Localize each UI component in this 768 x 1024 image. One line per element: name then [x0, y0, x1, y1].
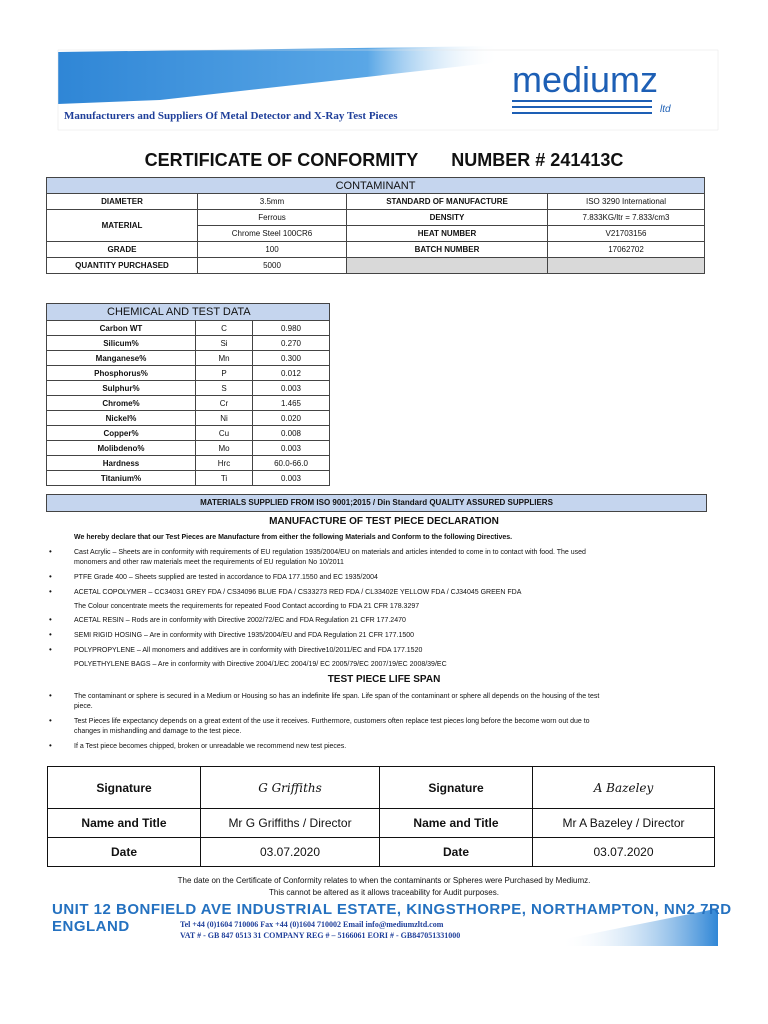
- element-name: Manganese%: [47, 351, 196, 366]
- logo-ltd: ltd: [660, 104, 671, 115]
- chemical-row: [47, 336, 330, 351]
- element-value: 0.270: [253, 336, 330, 351]
- element-symbol: Cr: [196, 396, 253, 411]
- element-value: 0.980: [253, 321, 330, 336]
- chemical-row: [47, 396, 330, 411]
- material-value-2: Chrome Steel 100CR6: [198, 226, 347, 242]
- bullet-icon: •: [49, 716, 52, 725]
- element-name: Sulphur%: [47, 381, 196, 396]
- grade-label: GRADE: [47, 242, 198, 258]
- date-label-2: Date: [380, 838, 533, 867]
- contaminant-table: [46, 177, 705, 274]
- chemical-row: [47, 351, 330, 366]
- decl-bullet-ptfe: PTFE Grade 400 – Sheets supplied are tested in accordance to FDA 177.1550 and EC 1935/2004: [74, 574, 378, 581]
- element-symbol: Mn: [196, 351, 253, 366]
- element-name: Titanium%: [47, 471, 196, 486]
- logo-lines: [512, 98, 662, 120]
- contact-line: Tel +44 (0)1604 710006 Fax +44 (0)1604 710002 Email info@mediumzltd.com: [180, 920, 444, 929]
- declaration-intro: We hereby declare that our Test Pieces are Manufacture from either the following Materials and Conform to the following Directives.: [74, 534, 513, 541]
- company-address: UNIT 12 BONFIELD AVE INDUSTRIAL ESTATE, KINGSTHORPE, NORTHAMPTON, NN2 7RD ENGLAND: [52, 901, 732, 935]
- name-title-label-1: Name and Title: [48, 809, 201, 838]
- bullet-icon: •: [49, 691, 52, 700]
- decl-bullet-polypropylene: POLYPROPYLENE – All monomers and additives are in conformity with Directive10/2011/EC and FDA 177.1520: [74, 647, 423, 654]
- date-bazeley: 03.07.2020: [533, 838, 715, 867]
- element-value: 0.003: [253, 381, 330, 396]
- lifespan-bullet-1-cont: piece.: [74, 703, 93, 710]
- iso-supplier-bar: MATERIALS SUPPLIED FROM ISO 9001;2015 / Din Standard QUALITY ASSURED SUPPLIERS: [46, 494, 707, 512]
- decl-bullet-acetal-copolymer: ACETAL COPOLYMER – CC34031 GREY FDA / CS34096 BLUE FDA / CS33273 RED FDA / CL33402E YELLOW FDA / CJ34045 GREEN FDA: [74, 589, 522, 596]
- lifespan-bullet-3: If a Test piece becomes chipped, broken or unreadable we recommend new test pieces.: [74, 743, 347, 750]
- signature-label-1: Signature: [48, 767, 201, 809]
- chemical-table: [46, 303, 330, 486]
- element-symbol: Cu: [196, 426, 253, 441]
- heat-label: HEAT NUMBER: [347, 226, 548, 242]
- element-value: 1.465: [253, 396, 330, 411]
- element-name: Copper%: [47, 426, 196, 441]
- element-symbol: Ni: [196, 411, 253, 426]
- declaration-title: MANUFACTURE OF TEST PIECE DECLARATION: [269, 516, 499, 527]
- mediumz-logo: [512, 59, 671, 115]
- bullet-icon: •: [49, 615, 52, 624]
- element-value: 0.008: [253, 426, 330, 441]
- qty-label: QUANTITY PURCHASED: [47, 258, 198, 274]
- bullet-icon: •: [49, 547, 52, 556]
- footer-note-1: The date on the Certificate of Conformity relates to when the contaminants or Spheres were Purchased by Mediumz.: [177, 876, 591, 885]
- batch-value: 17062702: [548, 242, 705, 258]
- standard-value: ISO 3290 International: [548, 194, 705, 210]
- decl-bullet-colour: The Colour concentrate meets the requirements for repeated Food Contact according to FDA 21 CFR 178.3297: [74, 603, 420, 610]
- title-left: CERTIFICATE OF CONFORMITY: [144, 150, 419, 170]
- name-title-griffiths: Mr G Griffiths / Director: [201, 809, 380, 838]
- certificate-title: [0, 150, 768, 171]
- chemical-row: [47, 381, 330, 396]
- element-value: 0.012: [253, 366, 330, 381]
- element-symbol: Mo: [196, 441, 253, 456]
- lifespan-bullet-2-cont: changes in mishandling and damage to the test piece.: [74, 728, 242, 735]
- decl-bullet-acrylic: Cast Acrylic – Sheets are in conformity with requirements of EU regulation 1935/2004/EU on materials and articles intended to come in to contact with food. The used: [74, 549, 586, 556]
- chemical-row: [47, 411, 330, 426]
- signature-griffiths: G Griffiths: [201, 767, 380, 809]
- decl-bullet-acetal-resin: ACETAL RESIN – Rods are in conformity with Directive 2002/72/EC and FDA Regulation 21 CFR 177.2470: [74, 617, 406, 624]
- standard-label: STANDARD OF MANUFACTURE: [347, 194, 548, 210]
- bullet-icon: •: [49, 572, 52, 581]
- bullet-icon: •: [49, 587, 52, 596]
- certificate-number: NUMBER # 241413C: [451, 150, 624, 170]
- signature-table: [47, 766, 715, 867]
- decl-bullet-polyethylene: POLYETHYLENE BAGS – Are in conformity with Directive 2004/1/EC 2004/19/ EC 2005/79/EC 2007/19/EC 2008/39/EC: [74, 661, 447, 668]
- lifespan-bullet-1: The contaminant or sphere is secured in a Medium or Housing so has an indefinite life span. Life span of the contaminant or sphere all depends on the housing of the test: [74, 693, 600, 700]
- footer-note-2: This cannot be altered as it allows traceability for Audit purposes.: [269, 888, 499, 897]
- chemical-row: [47, 456, 330, 471]
- element-symbol: P: [196, 366, 253, 381]
- element-symbol: Ti: [196, 471, 253, 486]
- registration-line: VAT # - GB 847 0513 31 COMPANY REG # – 5166061 EORI # - GB847051331000: [180, 931, 461, 940]
- heat-value: V21703156: [548, 226, 705, 242]
- bullet-icon: •: [49, 630, 52, 639]
- element-symbol: S: [196, 381, 253, 396]
- chemical-row: [47, 441, 330, 456]
- element-name: Molibdeno%: [47, 441, 196, 456]
- lifespan-title: TEST PIECE LIFE SPAN: [327, 674, 441, 685]
- date-label-1: Date: [48, 838, 201, 867]
- chemical-header: CHEMICAL AND TEST DATA: [47, 304, 330, 321]
- chemical-row: [47, 426, 330, 441]
- diameter-label: DIAMETER: [47, 194, 198, 210]
- logo-word: mediumz: [512, 59, 659, 100]
- element-name: Chrome%: [47, 396, 196, 411]
- chemical-row: [47, 366, 330, 381]
- element-name: Carbon WT: [47, 321, 196, 336]
- chemical-row: [47, 321, 330, 336]
- empty-cell: [548, 258, 705, 274]
- element-symbol: Hrc: [196, 456, 253, 471]
- element-name: Hardness: [47, 456, 196, 471]
- element-symbol: Si: [196, 336, 253, 351]
- bullet-icon: •: [49, 741, 52, 750]
- lifespan-bullet-2: Test Pieces life expectancy depends on a great extent of the use it receives. Furthermore, customers often replace test pieces long before the become worn out due to: [74, 718, 590, 725]
- element-symbol: C: [196, 321, 253, 336]
- signature-bazeley: A Bazeley: [533, 767, 715, 809]
- density-label: DENSITY: [347, 210, 548, 226]
- signature-label-2: Signature: [380, 767, 533, 809]
- grade-value: 100: [198, 242, 347, 258]
- qty-value: 5000: [198, 258, 347, 274]
- name-title-bazeley: Mr A Bazeley / Director: [533, 809, 715, 838]
- batch-label: BATCH NUMBER: [347, 242, 548, 258]
- chemical-row: [47, 471, 330, 486]
- material-label: MATERIAL: [47, 210, 198, 242]
- element-name: Silicum%: [47, 336, 196, 351]
- empty-cell: [347, 258, 548, 274]
- company-tagline: Manufacturers and Suppliers Of Metal Detector and X-Ray Test Pieces: [64, 110, 398, 122]
- element-value: 0.003: [253, 441, 330, 456]
- element-name: Nickel%: [47, 411, 196, 426]
- element-value: 0.300: [253, 351, 330, 366]
- decl-bullet-acrylic-cont: monomers and other raw materials meet the requirements of EU regulation No 10/2011: [74, 559, 344, 566]
- element-value: 0.020: [253, 411, 330, 426]
- contaminant-header: CONTAMINANT: [47, 178, 705, 194]
- diameter-value: 3.5mm: [198, 194, 347, 210]
- density-value: 7.833KG/ltr = 7.833/cm3: [548, 210, 705, 226]
- element-value: 60.0-66.0: [253, 456, 330, 471]
- decl-bullet-hosing: SEMI RIGID HOSING – Are in conformity with Directive 1935/2004/EU and FDA Regulation 21 CFR 177.1500: [74, 632, 415, 639]
- date-griffiths: 03.07.2020: [201, 838, 380, 867]
- element-name: Phosphorus%: [47, 366, 196, 381]
- element-value: 0.003: [253, 471, 330, 486]
- name-title-label-2: Name and Title: [380, 809, 533, 838]
- material-value-1: Ferrous: [198, 210, 347, 226]
- bullet-icon: •: [49, 645, 52, 654]
